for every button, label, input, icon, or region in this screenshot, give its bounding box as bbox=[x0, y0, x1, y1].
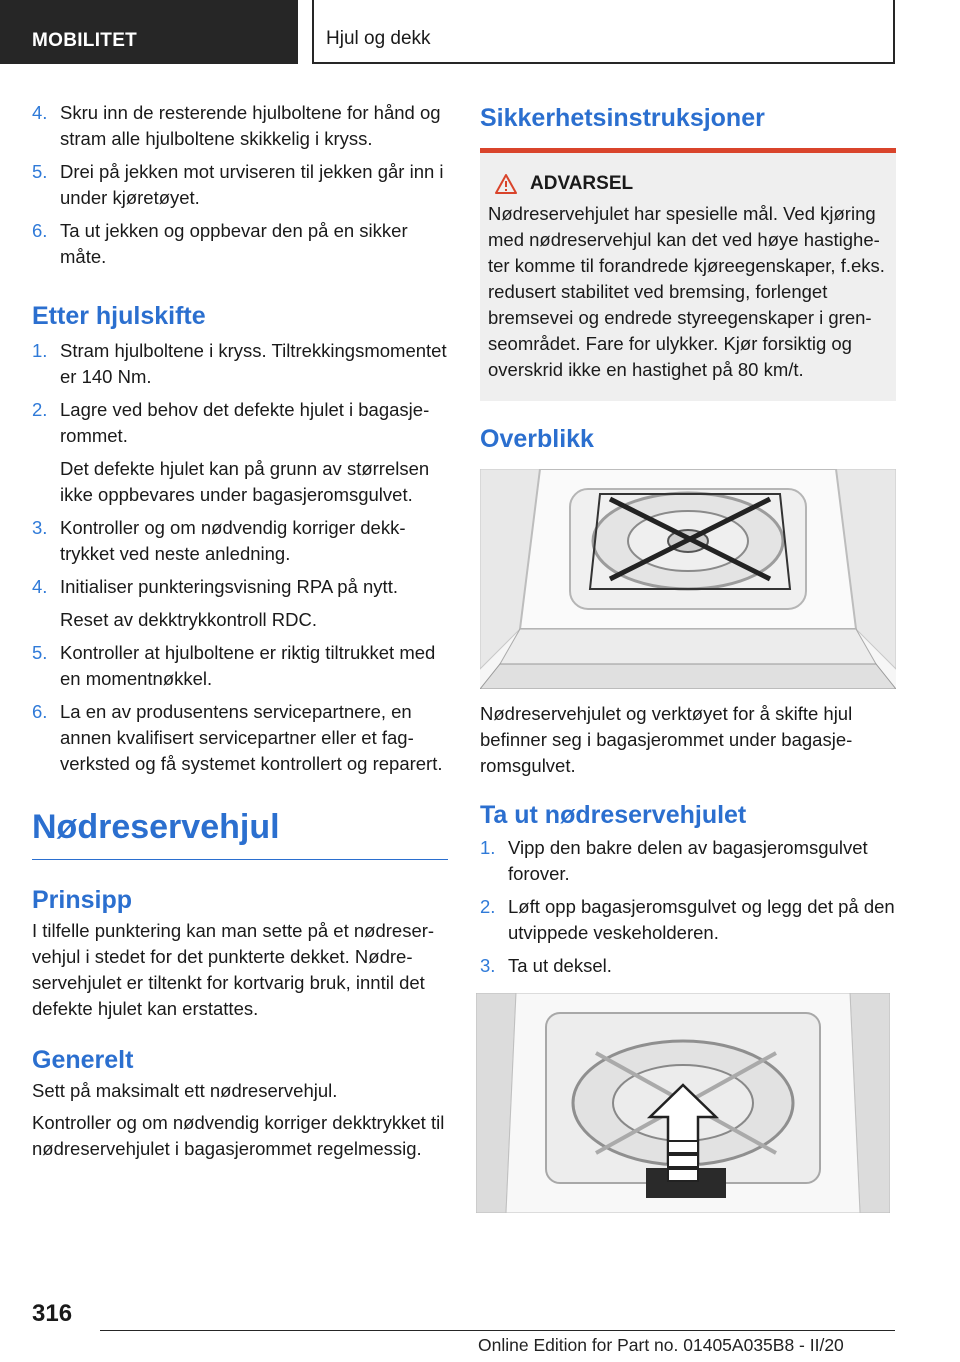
step-text: Ta ut deksel. bbox=[508, 955, 612, 976]
list-item bbox=[32, 100, 448, 152]
after-change-steps bbox=[32, 338, 448, 777]
step-text: Kontroller og om nødvendig korriger dekktrykket ved neste anledning. bbox=[60, 517, 406, 564]
warning-header bbox=[488, 173, 886, 195]
step-text: Drei på jekken mot urviseren til jekken går inn i under kjøretøyet. bbox=[60, 161, 444, 208]
warning-text: Nødreservehjulet har spesielle mål. Ved kjøring med nødreservehjul kan det ved høye hastigheter komme til forandrede kjøreegenskaper, f.eks. redusert stabilitet ved bremsing, forlenget bremsevei og endrede styreegenskaper i grenseområdet. Fare for ulykker. Kjør forsiktig og overskrid ikke en hastighet på 80 km/t. bbox=[488, 203, 885, 380]
general-heading: Generelt bbox=[32, 1046, 134, 1074]
list-item bbox=[480, 835, 896, 887]
list-item bbox=[32, 338, 448, 390]
overview-caption: Nødreservehjulet og verktøyet for å skifte hjul befinner seg i bagasjerommet under bagasjeromsgulvet. bbox=[480, 703, 853, 776]
steps-top-list bbox=[32, 100, 448, 270]
spare-wheel-removal-image bbox=[476, 993, 890, 1213]
footer-divider bbox=[100, 1330, 895, 1331]
main-heading: Nødreservehjul bbox=[32, 805, 448, 860]
edition-note: Online Edition for Part no. 01405A035B8 - II/20 bbox=[478, 1335, 844, 1355]
step-text: La en av produsentens servicepartnere, en annen kvalifisert servicepartner eller et fagverksted og få systemet kontrollert og reparert. bbox=[60, 701, 443, 774]
step-text: Lagre ved behov det defekte hjulet i bagasjerommet. bbox=[60, 399, 430, 446]
step-number: 5. bbox=[32, 642, 48, 663]
list-item bbox=[32, 574, 448, 600]
list-item bbox=[32, 397, 448, 449]
step-number: 1. bbox=[32, 340, 48, 361]
left-column bbox=[32, 100, 448, 1168]
step-number: 3. bbox=[480, 955, 496, 976]
principle-text: I tilfelle punktering kan man sette på et nødreservehjul i stedet for det punkterte dekket. Nødreservehjulet er tiltenkt for kortvarig bruk, inntil det defekte hjulet kan erstattes. bbox=[32, 920, 435, 1019]
overview-heading: Overblikk bbox=[480, 425, 594, 453]
list-item bbox=[32, 218, 448, 270]
safety-heading: Sikkerhetsinstruksjoner bbox=[480, 104, 765, 132]
remove-steps-list bbox=[480, 835, 896, 979]
step-number: 6. bbox=[32, 701, 48, 722]
list-item bbox=[32, 640, 448, 692]
list-item bbox=[32, 699, 448, 777]
warning-label: ADVARSEL bbox=[530, 173, 634, 194]
warning-box bbox=[480, 148, 896, 401]
step-text: Ta ut jekken og oppbevar den på en sikker måte. bbox=[60, 220, 408, 267]
step-text: Vipp den bakre delen av bagasjeromsgulvet forover. bbox=[508, 837, 868, 884]
chapter-tab: Hjul og dekk bbox=[312, 0, 895, 64]
step-text: Initialiser punkteringsvisning RPA på nytt. bbox=[60, 576, 398, 597]
principle-heading: Prinsipp bbox=[32, 886, 133, 914]
step-number: 6. bbox=[32, 220, 48, 241]
step-note: Det defekte hjulet kan på grunn av størrelsen ikke oppbevares under bagasjeromsgulvet. bbox=[60, 458, 430, 505]
step-number: 5. bbox=[32, 161, 48, 182]
page-header bbox=[0, 0, 960, 66]
list-item bbox=[480, 953, 896, 979]
step-number: 4. bbox=[32, 102, 48, 123]
step-number: 3. bbox=[32, 517, 48, 538]
step-text: Kontroller at hjulboltene er riktig tiltrukket med en momentnøkkel. bbox=[60, 642, 436, 689]
trunk-overview-image bbox=[480, 469, 896, 689]
list-item bbox=[32, 515, 448, 567]
step-number: 1. bbox=[480, 837, 496, 858]
section-tab: MOBILITET bbox=[0, 0, 298, 64]
step-text: Skru inn de resterende hjulboltene for hånd og stram alle hjulboltene skikkelig i kryss. bbox=[60, 102, 441, 149]
general-text-2: Kontroller og om nødvendig korriger dekktrykket til nødreservehjulet i bagasjerommet regelmessig. bbox=[32, 1112, 445, 1159]
right-column bbox=[480, 100, 896, 1213]
general-text-1: Sett på maksimalt ett nødreservehjul. bbox=[32, 1080, 338, 1101]
step-number: 4. bbox=[32, 576, 48, 597]
list-item bbox=[480, 894, 896, 946]
step-number: 2. bbox=[480, 896, 496, 917]
list-item bbox=[32, 159, 448, 211]
page-number: 316 bbox=[32, 1300, 73, 1327]
after-change-heading: Etter hjulskifte bbox=[32, 302, 206, 330]
remove-heading: Ta ut nødreservehjulet bbox=[480, 801, 747, 829]
warning-triangle-icon bbox=[494, 173, 518, 195]
step-text: Løft opp bagasjeromsgulvet og legg det på den utvippede veskeholderen. bbox=[508, 896, 895, 943]
step-note: Reset av dekktrykkontroll RDC. bbox=[60, 609, 318, 630]
step-number: 2. bbox=[32, 399, 48, 420]
step-text: Stram hjulboltene i kryss. Tiltrekkingsmomentet er 140 Nm. bbox=[60, 340, 447, 387]
